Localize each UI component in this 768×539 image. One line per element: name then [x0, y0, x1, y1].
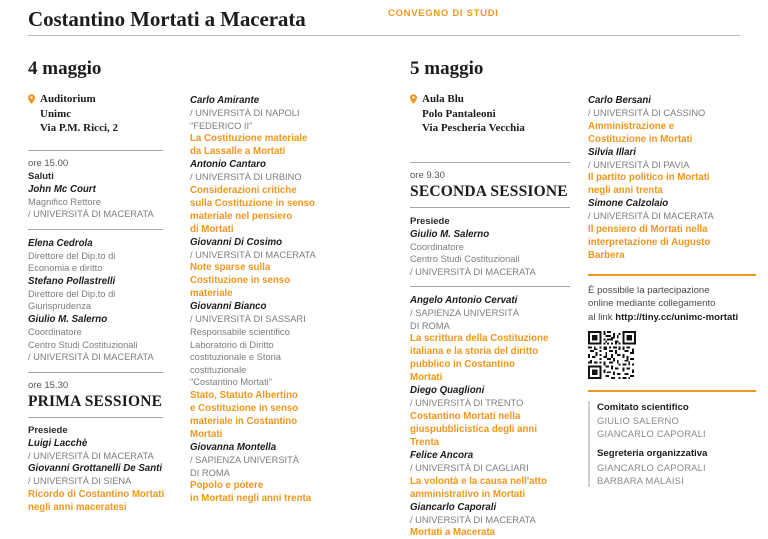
speaker-entry [190, 441, 345, 505]
speaker-talk-line: Mortati [410, 372, 443, 384]
speaker-affil: "Costantino Mortati" [190, 377, 273, 388]
day1-block1-role: Saluti [28, 170, 54, 182]
page-title: Costantino Mortati a Macerata [28, 7, 306, 31]
speaker-talk-line: Il pensiero di Mortati nella [588, 223, 708, 235]
day2-venue-line1: Aula Blu [422, 93, 464, 105]
day2-title: 5 maggio [410, 58, 484, 79]
greeter-role-1: Coordinatore [28, 327, 82, 338]
location-pin-icon [28, 94, 35, 104]
greeter-role-2: Economia e diritto [28, 263, 103, 274]
greeter-name: Stefano Pollastrelli [28, 275, 116, 287]
speaker-name: Antonio Cantaro [190, 159, 266, 171]
speaker-talk-line: Popolo e potere [190, 480, 264, 492]
speaker-affil: "FEDERICO II" [190, 120, 253, 131]
day2-chair-name: Giulio M. Salerno [410, 228, 490, 240]
speaker-entry [410, 294, 575, 384]
day1-venue-line2: Unimc [40, 107, 72, 120]
speaker-talk-line: negli anni trenta [588, 185, 663, 197]
committee-block [588, 390, 763, 487]
day1-title: 4 maggio [28, 58, 102, 79]
day2-chair-affil: / UNIVERSITÀ DI MACERATA [410, 266, 536, 277]
day1-chair-talk-line: negli anni maceratesi [28, 502, 127, 514]
scientific-committee-member: GIULIO SALERNO [597, 415, 679, 427]
day2-chair-role-2: Centro Studi Costituzionali [410, 254, 520, 265]
speaker-talk-line: Costituzione in senso [190, 275, 291, 287]
speaker-talk-line: giuspubblicistica degli anni [410, 424, 538, 436]
speaker-talk-line: materiale nel pensiero [190, 210, 293, 222]
greeter-role-1: Direttore del Dip.to di [28, 250, 116, 261]
day1-column [28, 58, 178, 514]
online-link[interactable]: http://tiny.cc/unimc-mortati [615, 311, 739, 323]
day1-block1-person-name: John Mc Court [28, 183, 96, 195]
speaker-entry [410, 501, 575, 539]
day1-chair-affil: / UNIVERSITÀ DI MACERATA [28, 450, 154, 461]
speaker-talk-line: da Lassalle a Mortati [190, 146, 286, 158]
speaker-talk-line: materiale in Costantino [190, 415, 298, 427]
speaker-talk-line: Il partito politico in Mortati [588, 172, 710, 184]
day1-venue-line1: Auditorium [40, 93, 96, 105]
speaker-name: Giovanni Di Cosimo [190, 236, 283, 248]
speaker-entry [588, 197, 763, 262]
speaker-talk-line: Amministrazione e [588, 120, 675, 132]
event-type-kicker: CONVEGNO DI STUDI [388, 8, 499, 19]
header-divider [28, 35, 740, 36]
speaker-talk-line: italiana e la storia del diritto [410, 346, 539, 358]
scientific-committee-member: GIANCARLO CAPORALI [597, 428, 706, 440]
speaker-name: Felice Ancora [410, 450, 474, 462]
speaker-talk-line: La Costituzione materiale [190, 133, 308, 145]
speaker-name: Giancarlo Caporali [410, 501, 497, 513]
speaker-affil: / UNIVERSITÀ DI TRENTO [410, 398, 524, 409]
day1-block1-person-affil: / UNIVERSITÀ DI MACERATA [28, 209, 154, 220]
day1-venue-line3: Via P.M. Ricci, 2 [40, 122, 119, 134]
day2-venue-line3: Via Pescheria Vecchia [422, 122, 525, 134]
location-pin-icon [410, 94, 417, 104]
day1-chair-talk-line: Ricordo di Costantino Mortati [28, 489, 165, 501]
speaker-talk-line: Mortati a Macerata [410, 527, 496, 539]
day2-chair-role-1: Coordinatore [410, 241, 464, 252]
greeter-name: Giulio M. Salerno [28, 314, 108, 326]
day1-chair-name: Giovanni Grottanelli De Santi [28, 463, 163, 475]
speaker-name: Giovanna Montella [190, 441, 277, 453]
day1-venue [28, 92, 178, 136]
speaker-name: Carlo Bersani [588, 95, 651, 106]
greeter-name: Elena Cedrola [28, 237, 93, 249]
scientific-committee-label: Comitato scientifico [597, 401, 689, 413]
online-participation-block [588, 274, 763, 384]
greeter-role-2: Centro Studi Costituzionali [28, 339, 138, 350]
online-link-prefix: al link [588, 311, 616, 323]
speaker-name: Diego Quaglioni [410, 385, 485, 397]
speaker-affil: / UNIVERSITÀ DI MACERATA [410, 514, 536, 525]
day2-session-title: SECONDA SESSIONE [410, 182, 568, 200]
speaker-affil: / UNIVERSITÀ DI URBINO [190, 172, 302, 183]
speaker-talk-line: interpretazione di Augusto [588, 236, 711, 248]
speaker-talk-line: La scrittura della Costituzione [410, 333, 549, 345]
speaker-name: Simone Calzolaio [588, 198, 669, 210]
speaker-entry [190, 158, 345, 236]
speaker-talk-line: Mortati [190, 428, 223, 440]
speaker-entry [588, 146, 763, 198]
speaker-talk-line: Barbera [588, 249, 625, 261]
speaker-name: Carlo Amirante [190, 95, 260, 106]
day1-greeters [28, 237, 178, 364]
speaker-name: Angelo Antonio Cervati [410, 295, 518, 307]
day2-venue-line2: Polo Pantaleoni [422, 107, 496, 120]
speaker-talk-line: in Mortati negli anni trenta [190, 493, 312, 505]
greeter-role-1: Direttore del Dip.to di [28, 288, 116, 299]
day1-chair-label: Presiede [28, 424, 68, 436]
speaker-talk-line: amministrativo in Mortati [410, 488, 526, 500]
speaker-talk-line: Costantino Mortati nella [410, 411, 521, 423]
qr-code-icon[interactable] [588, 331, 636, 379]
day1-block1-person-role: Magnifico Rettore [28, 196, 101, 207]
speaker-affil: Laboratorio di Diritto [190, 339, 274, 350]
speaker-talk-line: pubblico in Costantino [410, 359, 515, 371]
speaker-affil: Responsabile scientifico [190, 326, 290, 337]
speaker-affil: / UNIVERSITÀ DI MACERATA [190, 249, 316, 260]
secretariat-member: BARBARA MALAISI [597, 474, 684, 486]
page-header [28, 6, 740, 36]
speaker-entry [190, 94, 345, 158]
speaker-entry [588, 94, 763, 146]
speaker-affil: DI ROMA [190, 467, 230, 478]
speaker-entry [410, 449, 575, 501]
speaker-affil: DI ROMA [410, 320, 450, 331]
day1-block1-time: ore 15.00 [28, 157, 69, 169]
speaker-affil: costituzionale e Storia [190, 352, 281, 363]
day1-session-title: PRIMA SESSIONE [28, 392, 163, 410]
speaker-talk-line: Considerazioni critiche [190, 184, 297, 196]
greeter-affil: / UNIVERSITÀ DI MACERATA [28, 352, 154, 363]
speaker-talk-line: Note sparse sulla [190, 262, 271, 274]
day2-chair-label: Presiede [410, 215, 450, 227]
day2-session-time: ore 9.30 [410, 169, 445, 181]
speaker-affil: / UNIVERSITÀ DI MACERATA [588, 211, 714, 222]
speaker-talk-line: di Mortati [190, 223, 234, 235]
day2-column [410, 58, 575, 539]
speaker-talk-line: e Costituzione in senso [190, 402, 299, 414]
speaker-affil: costituzionale [190, 364, 247, 375]
speaker-name: Silvia Illari [588, 146, 636, 158]
online-info-line-2: online mediante collegamento [588, 298, 716, 310]
speaker-entry [190, 236, 345, 301]
speaker-talk-line: Stato, Statuto Albertino [190, 389, 298, 401]
day1-chair-name: Luigi Lacchè [28, 437, 88, 449]
day2-venue [410, 92, 575, 136]
speaker-affil: / SAPIENZA UNIVERSITÀ [190, 454, 300, 465]
secretariat-member: GIANCARLO CAPORALI [597, 461, 706, 473]
speaker-talk-line: La volontà e la causa nell'atto [410, 475, 547, 487]
speaker-talk-line: Costituzione in Mortati [588, 133, 693, 145]
committee-content [588, 401, 763, 487]
speaker-affil: / SAPIENZA UNIVERSITÀ [410, 308, 520, 319]
speaker-entry [410, 384, 575, 449]
day1-chair-affil: / UNIVERSITÀ DI SIENA [28, 476, 132, 487]
day2-speakers-right-column [588, 94, 763, 262]
greeter-role-2: Giurisprudenza [28, 301, 92, 312]
secretariat-label: Segreteria organizzativa [597, 448, 708, 460]
speaker-affil: / UNIVERSITÀ DI SASSARI [190, 314, 306, 325]
online-info-line-3 [588, 311, 763, 325]
speaker-affil: / UNIVERSITÀ DI PAVIA [588, 159, 690, 170]
speaker-talk-line: materiale [190, 288, 233, 300]
speaker-talk-line: sulla Costituzione in senso [190, 197, 315, 209]
speaker-talk-line: Trenta [410, 437, 440, 449]
day1-session-time: ore 15.30 [28, 379, 69, 391]
speaker-affil: / UNIVERSITÀ DI NAPOLI [190, 108, 300, 118]
speaker-affil: / UNIVERSITÀ DI CAGLIARI [410, 463, 529, 474]
day1-speakers-column [190, 94, 345, 505]
speaker-affil: / UNIVERSITÀ DI CASSINO [588, 108, 706, 118]
speaker-name: Giovanni Bianco [190, 301, 267, 313]
speaker-entry [190, 300, 345, 441]
online-info-line-1: È possibile la partecipazione [588, 284, 710, 296]
